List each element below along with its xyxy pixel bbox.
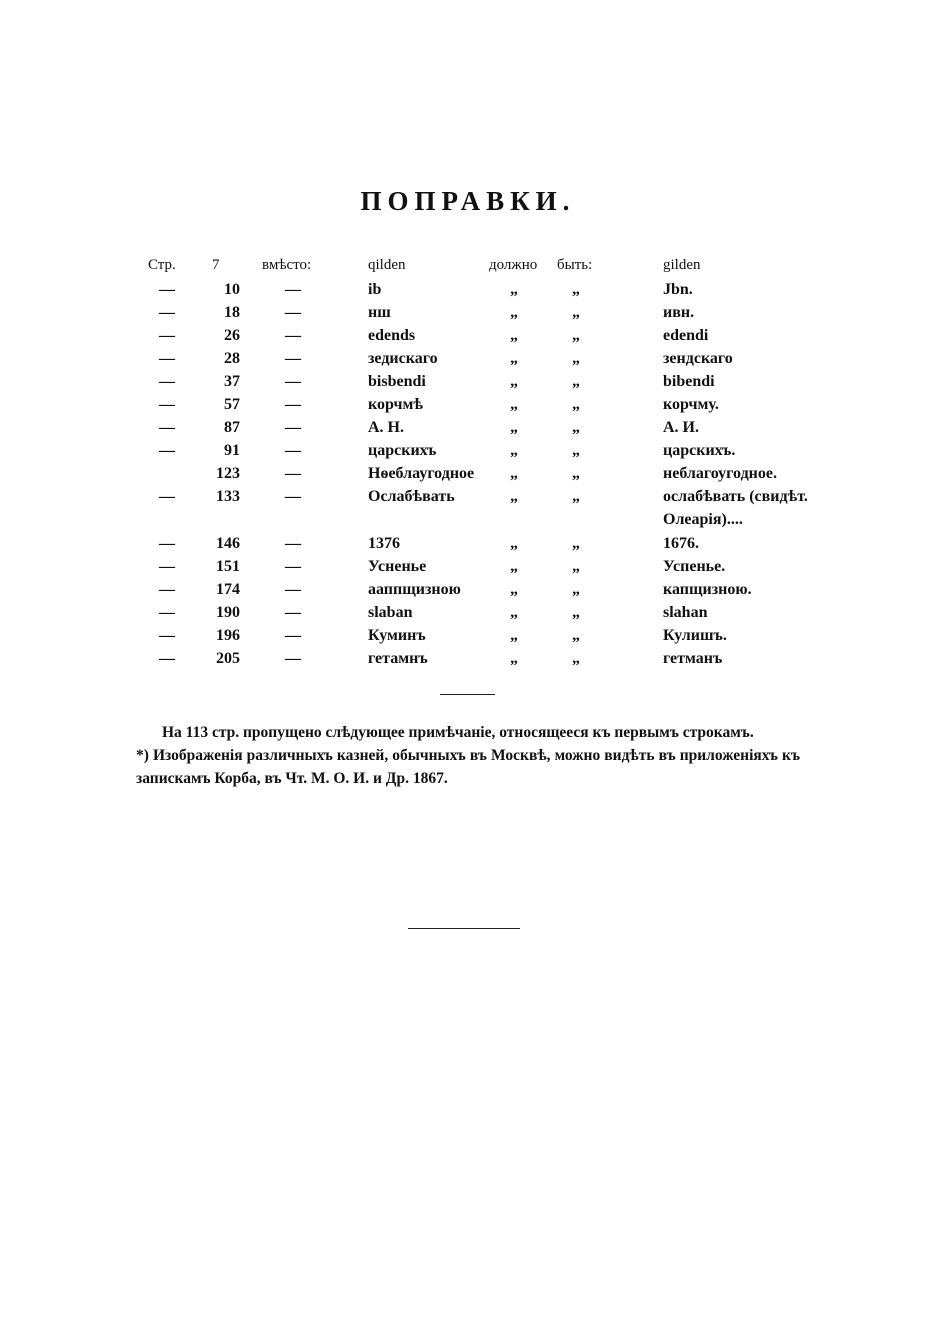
header-page: 7 bbox=[212, 257, 220, 273]
ditto-mark: „ bbox=[572, 304, 580, 321]
correct-text: bibendi bbox=[663, 373, 715, 390]
dash-mark: — bbox=[159, 350, 175, 367]
correct-text: неблагоугодное. bbox=[663, 465, 777, 482]
dash-mark: — bbox=[159, 304, 175, 321]
dash-mark: — bbox=[285, 465, 301, 482]
ditto-mark: „ bbox=[510, 419, 518, 436]
correct-text: капщизною. bbox=[663, 581, 752, 598]
ditto-mark: „ bbox=[572, 581, 580, 598]
dash-mark: — bbox=[159, 396, 175, 413]
ditto-mark: „ bbox=[510, 581, 518, 598]
errata-row bbox=[0, 555, 936, 578]
dash-mark: — bbox=[285, 488, 301, 505]
ditto-mark: „ bbox=[510, 535, 518, 552]
errata-row bbox=[0, 624, 936, 647]
errata-row bbox=[0, 301, 936, 324]
wrong-text: Усненье bbox=[368, 558, 427, 575]
ditto-mark: „ bbox=[572, 419, 580, 436]
header-byt: быть: bbox=[557, 257, 593, 273]
errata-row bbox=[0, 370, 936, 393]
errata-table bbox=[0, 254, 936, 670]
ditto-mark: „ bbox=[510, 465, 518, 482]
ditto-mark: „ bbox=[572, 604, 580, 621]
note-paragraph: *) Изображенія различныхъ казней, обычныхъ въ Москвѣ, можно видѣть въ приложеніяхъ къ запискамъ Корба, въ Чт. М. О. И. и Др. 1867. bbox=[136, 747, 800, 787]
page-number: 123 bbox=[216, 465, 240, 482]
ditto-mark: „ bbox=[572, 350, 580, 367]
correct-text: гетманъ bbox=[663, 650, 723, 667]
wrong-text: Куминъ bbox=[368, 627, 426, 644]
errata-row bbox=[0, 647, 936, 670]
wrong-text: Ослабѣвать bbox=[368, 488, 455, 505]
ditto-mark: „ bbox=[572, 396, 580, 413]
errata-row bbox=[0, 462, 936, 485]
errata-row bbox=[0, 439, 936, 462]
correct-text: ивн. bbox=[663, 304, 695, 321]
footnote bbox=[136, 721, 800, 790]
correct-text: Jbn. bbox=[663, 281, 693, 298]
correct-text: зендскаго bbox=[663, 350, 733, 367]
ditto-mark: „ bbox=[510, 650, 518, 667]
errata-row bbox=[0, 416, 936, 439]
ditto-mark: „ bbox=[572, 558, 580, 575]
dash-mark: — bbox=[159, 419, 175, 436]
wrong-text: нш bbox=[368, 304, 391, 321]
wrong-text: edends bbox=[368, 327, 416, 344]
correct-text: ослабѣвать (свидѣт. Олеарія).... bbox=[663, 488, 808, 528]
page-number: 196 bbox=[216, 627, 240, 644]
header-vmesto: вмѣсто: bbox=[262, 257, 312, 273]
correct-text: Кулишъ. bbox=[663, 627, 727, 644]
page-number: 174 bbox=[216, 581, 240, 598]
dash-mark: — bbox=[159, 650, 175, 667]
ditto-mark: „ bbox=[572, 442, 580, 459]
dash-mark: — bbox=[159, 442, 175, 459]
dash-mark: — bbox=[159, 558, 175, 575]
correct-text: А. И. bbox=[663, 419, 699, 436]
wrong-text: А. Н. bbox=[368, 419, 404, 436]
header-wrong: qilden bbox=[368, 257, 406, 273]
page-number: 87 bbox=[224, 419, 240, 436]
dash-mark: — bbox=[159, 327, 175, 344]
dash-mark: — bbox=[159, 581, 175, 598]
ditto-mark: „ bbox=[572, 535, 580, 552]
ditto-mark: „ bbox=[572, 327, 580, 344]
errata-header-row bbox=[0, 254, 936, 278]
wrong-text: царскихъ bbox=[368, 442, 437, 459]
dash-mark: — bbox=[159, 373, 175, 390]
errata-row bbox=[0, 324, 936, 347]
divider bbox=[440, 694, 495, 695]
ditto-mark: „ bbox=[510, 558, 518, 575]
ditto-mark: „ bbox=[510, 627, 518, 644]
dash-mark: — bbox=[159, 627, 175, 644]
ditto-mark: „ bbox=[572, 488, 580, 505]
ditto-mark: „ bbox=[510, 281, 518, 298]
wrong-text: корчмѣ bbox=[368, 396, 424, 413]
dash-mark: — bbox=[159, 604, 175, 621]
dash-mark: — bbox=[159, 535, 175, 552]
wrong-text: гетамнъ bbox=[368, 650, 428, 667]
dash-mark: — bbox=[285, 581, 301, 598]
correct-text: Успенье. bbox=[663, 558, 726, 575]
divider bbox=[408, 928, 520, 929]
page-number: 57 bbox=[224, 396, 240, 413]
dash-mark: — bbox=[285, 350, 301, 367]
header-dolzhno: должно bbox=[489, 257, 538, 273]
ditto-mark: „ bbox=[510, 350, 518, 367]
wrong-text: зедискаго bbox=[368, 350, 438, 367]
dash-mark: — bbox=[285, 396, 301, 413]
ditto-mark: „ bbox=[510, 442, 518, 459]
page-number: 37 bbox=[224, 373, 240, 390]
dash-mark: — bbox=[285, 535, 301, 552]
page-number: 10 bbox=[224, 281, 240, 298]
wrong-text: bisbendi bbox=[368, 373, 426, 390]
page-number: 18 bbox=[224, 304, 240, 321]
ditto-mark: „ bbox=[572, 627, 580, 644]
page-number: 146 bbox=[216, 535, 240, 552]
ditto-mark: „ bbox=[572, 465, 580, 482]
errata-row bbox=[0, 393, 936, 416]
header-right: gilden bbox=[663, 257, 701, 273]
correct-text: корчму. bbox=[663, 396, 719, 413]
page-number: 91 bbox=[224, 442, 240, 459]
page-number: 26 bbox=[224, 327, 240, 344]
ditto-mark: „ bbox=[572, 650, 580, 667]
dash-mark: — bbox=[285, 373, 301, 390]
dash-mark: — bbox=[285, 281, 301, 298]
ditto-mark: „ bbox=[510, 488, 518, 505]
wrong-text: ааппщизною bbox=[368, 581, 461, 598]
dash-mark: — bbox=[285, 650, 301, 667]
note-paragraph: На 113 стр. пропущено слѣдующее примѣчаніе, относящееся къ первымъ строкамъ. bbox=[162, 724, 754, 741]
dash-mark: — bbox=[159, 488, 175, 505]
errata-row bbox=[0, 532, 936, 555]
ditto-mark: „ bbox=[510, 373, 518, 390]
dash-mark: — bbox=[285, 627, 301, 644]
correct-text: 1676. bbox=[663, 535, 699, 552]
errata-row bbox=[0, 347, 936, 370]
ditto-mark: „ bbox=[572, 281, 580, 298]
page-number: 151 bbox=[216, 558, 240, 575]
wrong-text: Нѳеблаугодное bbox=[368, 465, 475, 482]
correct-text: edendi bbox=[663, 327, 709, 344]
wrong-text: ib bbox=[368, 281, 382, 298]
dash-mark: — bbox=[285, 304, 301, 321]
errata-row bbox=[0, 485, 936, 532]
errata-row bbox=[0, 278, 936, 301]
errata-row bbox=[0, 578, 936, 601]
ditto-mark: „ bbox=[510, 396, 518, 413]
page-number: 133 bbox=[216, 488, 240, 505]
dash-mark: — bbox=[285, 419, 301, 436]
page-number: 28 bbox=[224, 350, 240, 367]
ditto-mark: „ bbox=[510, 304, 518, 321]
wrong-text: 1376 bbox=[368, 535, 400, 552]
page-title: ПОПРАВКИ. bbox=[360, 186, 576, 216]
ditto-mark: „ bbox=[510, 327, 518, 344]
ditto-mark: „ bbox=[572, 373, 580, 390]
dash-mark: — bbox=[285, 604, 301, 621]
errata-row bbox=[0, 601, 936, 624]
dash-mark: — bbox=[285, 442, 301, 459]
page-number: 205 bbox=[216, 650, 240, 667]
wrong-text: slaban bbox=[368, 604, 413, 621]
page-number: 190 bbox=[216, 604, 240, 621]
header-str: Стр. bbox=[148, 257, 176, 273]
dash-mark: — bbox=[285, 327, 301, 344]
correct-text: царскихъ. bbox=[663, 442, 736, 459]
correct-text: slahan bbox=[663, 604, 708, 621]
ditto-mark: „ bbox=[510, 604, 518, 621]
dash-mark: — bbox=[285, 558, 301, 575]
dash-mark: — bbox=[159, 281, 175, 298]
